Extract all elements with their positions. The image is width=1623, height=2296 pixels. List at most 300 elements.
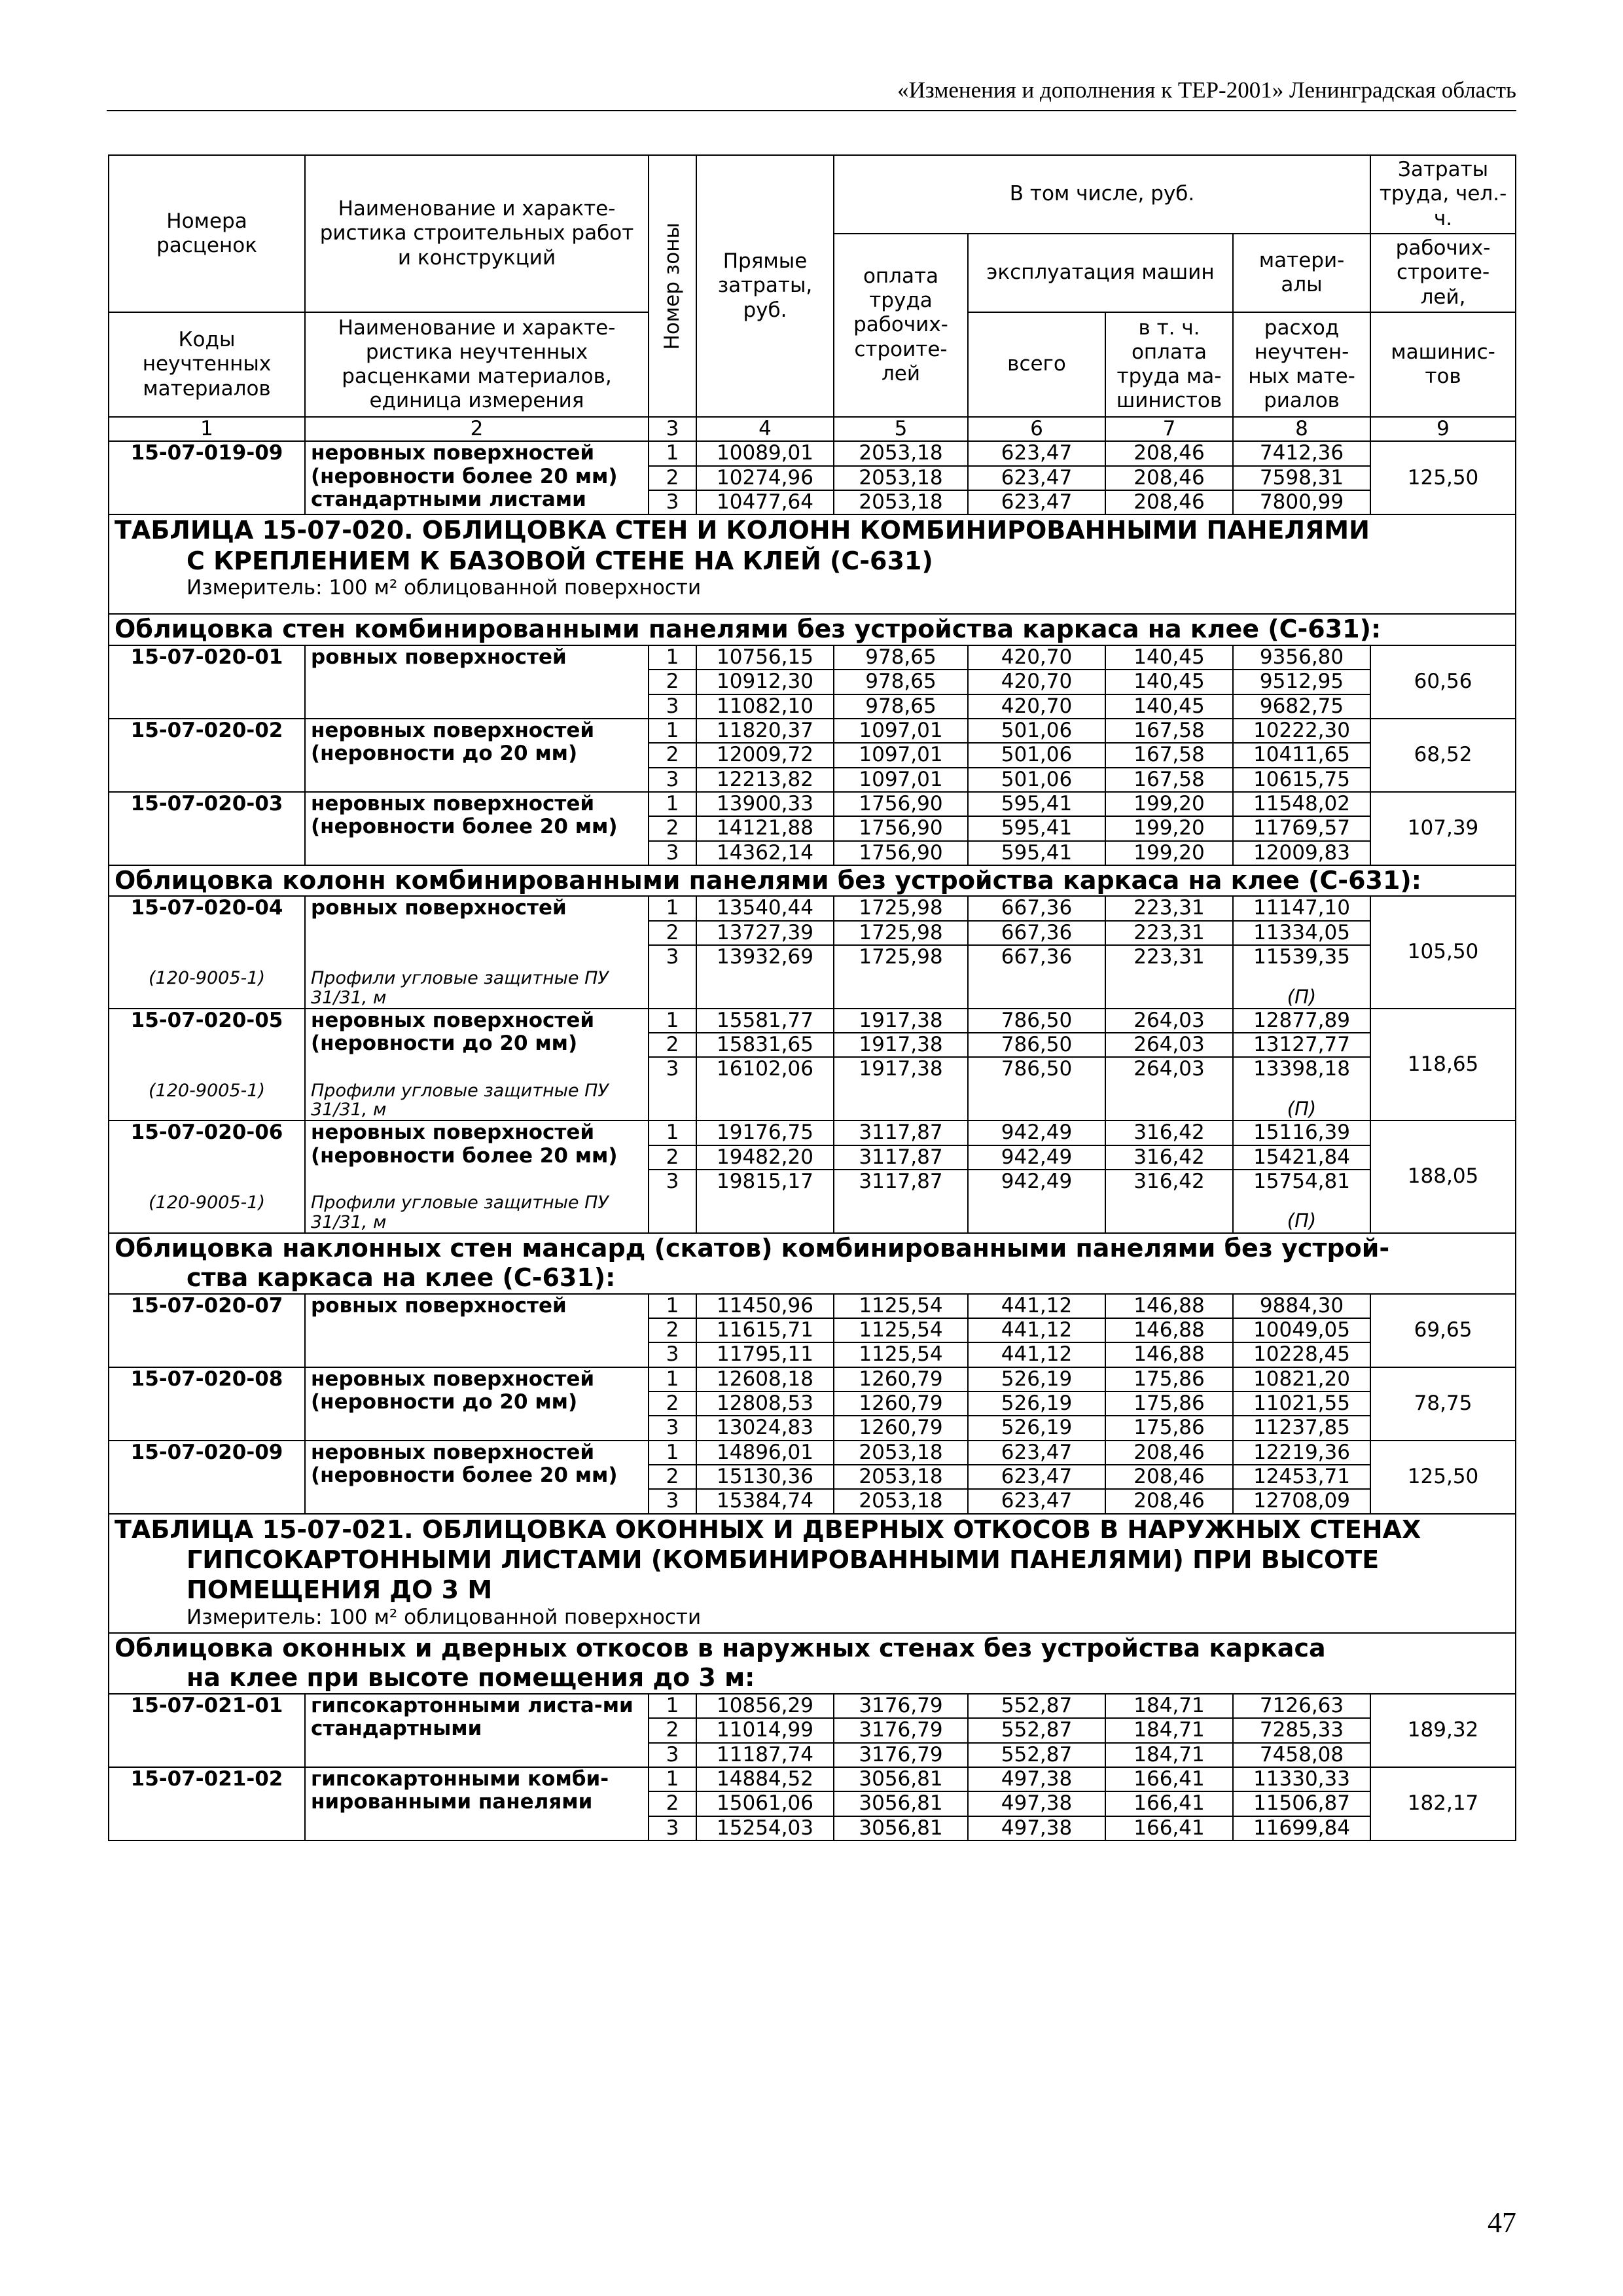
zone-cell: 3	[649, 1743, 696, 1767]
table-row	[109, 1121, 1516, 1145]
machinist-wage: 184,71	[1105, 1694, 1233, 1718]
direct-cost: 13024,83	[696, 1416, 834, 1440]
zone-cell: 2	[649, 921, 696, 945]
rate-code: 15-07-020-02	[109, 719, 305, 792]
materials-cost: 9884,30	[1233, 1294, 1370, 1318]
zone-cell: 3	[649, 1816, 696, 1840]
zone-cell: 1	[649, 1767, 696, 1791]
zone-cell: 1	[649, 1121, 696, 1145]
machine-cost: 526,19	[968, 1367, 1105, 1391]
col-number: 6	[968, 417, 1105, 441]
group-columns-body	[109, 896, 1516, 1232]
machine-cost: 623,47	[968, 441, 1105, 465]
materials-cost: 15421,84	[1233, 1145, 1370, 1170]
machine-cost: 667,36	[968, 945, 1105, 969]
materials-cost: 10615,75	[1233, 768, 1370, 792]
wage-cost: 1097,01	[834, 743, 968, 767]
materials-cost: 7598,31	[1233, 466, 1370, 490]
wage-cost: 3117,87	[834, 1170, 968, 1193]
material-code: (120-9005-1)	[109, 1193, 305, 1232]
materials-cost: 7458,08	[1233, 1743, 1370, 1767]
zone-cell: 3	[649, 768, 696, 792]
machine-cost: 942,49	[968, 1121, 1105, 1145]
wage-cost: 1125,54	[834, 1294, 968, 1318]
zone-cell: 2	[649, 1033, 696, 1057]
machinist-wage: 167,58	[1105, 719, 1233, 743]
machinist-wage: 316,42	[1105, 1170, 1233, 1193]
table-row	[109, 441, 1516, 465]
direct-cost: 10912,30	[696, 670, 834, 694]
materials-cost: 11539,35	[1233, 945, 1370, 969]
direct-cost: 10089,01	[696, 441, 834, 465]
machine-cost: 667,36	[968, 921, 1105, 945]
materials-cost: 7285,33	[1233, 1718, 1370, 1742]
direct-cost: 19482,20	[696, 1145, 834, 1170]
materials-cost: 12009,83	[1233, 841, 1370, 865]
zone-cell: 1	[649, 1441, 696, 1465]
machinist-wage: 316,42	[1105, 1121, 1233, 1145]
direct-cost: 10756,15	[696, 645, 834, 670]
col-labor-header: Затраты труда, чел.-ч.	[1370, 155, 1516, 234]
labor-cost: 125,50	[1370, 1441, 1516, 1514]
direct-cost: 13540,44	[696, 896, 834, 920]
wage-cost: 2053,18	[834, 1489, 968, 1513]
direct-cost: 13932,69	[696, 945, 834, 969]
zone-cell: 2	[649, 670, 696, 694]
labor-cost: 189,32	[1370, 1694, 1516, 1767]
table-row	[109, 1694, 1516, 1718]
direct-cost: 11795,11	[696, 1342, 834, 1367]
col-mach-wage-header: в т. ч. оплата труда ма-шинистов	[1105, 312, 1233, 417]
col-number: 8	[1233, 417, 1370, 441]
group-slopes-body	[109, 1694, 1516, 1840]
zone-cell: 2	[649, 743, 696, 767]
empty-cell	[968, 1081, 1105, 1121]
labor-cost: 182,17	[1370, 1767, 1516, 1840]
machinist-wage: 223,31	[1105, 921, 1233, 945]
col-zone-header	[649, 155, 696, 417]
direct-cost: 16102,06	[696, 1057, 834, 1081]
wage-cost: 3176,79	[834, 1694, 968, 1718]
material-name: Профили угловые защитные ПУ 31/31, м	[305, 1193, 649, 1232]
rate-code: 15-07-021-02	[109, 1767, 305, 1840]
direct-cost: 15061,06	[696, 1791, 834, 1816]
empty-cell	[696, 969, 834, 1008]
machinist-wage: 199,20	[1105, 792, 1233, 816]
machine-cost: 942,49	[968, 1170, 1105, 1193]
zone-cell: 2	[649, 1145, 696, 1170]
wage-cost: 1725,98	[834, 945, 968, 969]
direct-cost: 10477,64	[696, 490, 834, 514]
wage-cost: 1260,79	[834, 1367, 968, 1391]
zone-cell: 2	[649, 1318, 696, 1342]
materials-cost: 13398,18	[1233, 1057, 1370, 1081]
zone-cell: 3	[649, 1170, 696, 1193]
material-row	[109, 1081, 1516, 1121]
rate-name: неровных поверхностей (неровности более 20 мм)	[305, 792, 649, 865]
materials-cost: 12708,09	[1233, 1489, 1370, 1513]
empty-cell	[696, 1081, 834, 1121]
rate-name: гипсокартонными комби-нированными панелями	[305, 1767, 649, 1840]
wage-cost: 1917,38	[834, 1033, 968, 1057]
materials-cost: 12453,71	[1233, 1465, 1370, 1489]
direct-cost: 11082,10	[696, 694, 834, 719]
machinist-wage: 166,41	[1105, 1767, 1233, 1791]
machinist-wage: 175,86	[1105, 1391, 1233, 1416]
rate-code: 15-07-020-04	[109, 896, 305, 969]
material-row	[109, 969, 1516, 1008]
machinist-wage: 146,88	[1105, 1318, 1233, 1342]
group-title-text: Облицовка наклонных стен мансард (скатов) комбинированными панелями без устрой-	[115, 1233, 1390, 1263]
empty-cell	[834, 1193, 968, 1232]
group-title-text-cont: на клее при высоте помещения до 3 м:	[187, 1663, 755, 1693]
zone-cell: 1	[649, 719, 696, 743]
rate-name: ровных поверхностей	[305, 896, 649, 969]
group-title-text: Облицовка колонн комбинированными панелями без устройства каркаса на клее (С-631):	[109, 865, 1516, 897]
machinist-wage: 146,88	[1105, 1342, 1233, 1367]
table-row	[109, 1767, 1516, 1791]
machinist-wage: 184,71	[1105, 1743, 1233, 1767]
empty-cell	[696, 1193, 834, 1232]
rate-name: неровных поверхностей (неровности более 20 мм)	[305, 1121, 649, 1193]
section-021-heading	[109, 1514, 1516, 1694]
group-title-text: Облицовка оконных и дверных откосов в наружных стенах без устройства каркаса	[115, 1633, 1326, 1662]
wage-cost: 978,65	[834, 645, 968, 670]
rate-code: 15-07-020-08	[109, 1367, 305, 1441]
empty-cell	[968, 1193, 1105, 1232]
zone-cell: 3	[649, 841, 696, 865]
group-walls-body	[109, 645, 1516, 865]
page-number: 47	[1488, 2206, 1516, 2238]
wage-cost: 2053,18	[834, 490, 968, 514]
machine-cost: 420,70	[968, 670, 1105, 694]
materials-cost: 10821,20	[1233, 1367, 1370, 1391]
rate-name: неровных поверхностей (неровности более 20 мм)	[305, 1441, 649, 1514]
machinist-wage: 146,88	[1105, 1294, 1233, 1318]
machine-cost: 623,47	[968, 1441, 1105, 1465]
empty-cell	[834, 1081, 968, 1121]
materials-cost: 7800,99	[1233, 490, 1370, 514]
empty-cell	[649, 969, 696, 1008]
col-mat-name-header: Наименование и характе-ристика неучтенных расценками материалов, единица измерения	[305, 312, 649, 417]
direct-cost: 12009,72	[696, 743, 834, 767]
direct-cost: 12608,18	[696, 1367, 834, 1391]
table-body	[109, 441, 1516, 645]
wage-cost: 2053,18	[834, 466, 968, 490]
wage-cost: 2053,18	[834, 441, 968, 465]
col-number: 1	[109, 417, 305, 441]
zone-cell: 3	[649, 1057, 696, 1081]
col-number: 4	[696, 417, 834, 441]
wage-cost: 3056,81	[834, 1791, 968, 1816]
machinist-wage: 223,31	[1105, 896, 1233, 920]
col-number: 3	[649, 417, 696, 441]
machine-cost: 623,47	[968, 1489, 1105, 1513]
machine-cost: 595,41	[968, 792, 1105, 816]
machine-cost: 595,41	[968, 841, 1105, 865]
material-name: Профили угловые защитные ПУ 31/31, м	[305, 1081, 649, 1121]
wage-cost: 3117,87	[834, 1121, 968, 1145]
empty-cell	[1105, 969, 1233, 1008]
direct-cost: 14884,52	[696, 1767, 834, 1791]
materials-cost: 9356,80	[1233, 645, 1370, 670]
rate-name: гипсокартонными листа-ми стандартными	[305, 1694, 649, 1767]
zone-cell: 2	[649, 1465, 696, 1489]
col-number: 7	[1105, 417, 1233, 441]
zone-cell: 1	[649, 792, 696, 816]
machine-cost: 623,47	[968, 466, 1105, 490]
machinist-wage: 184,71	[1105, 1718, 1233, 1742]
labor-cost: 188,05	[1370, 1121, 1516, 1232]
table-title: ТАБЛИЦА 15-07-020. ОБЛИЦОВКА СТЕН И КОЛОНН КОМБИНИРОВАННЫМИ ПАНЕЛЯМИ	[115, 516, 1370, 545]
materials-cost: 13127,77	[1233, 1033, 1370, 1057]
machinist-wage: 208,46	[1105, 1465, 1233, 1489]
direct-cost: 13900,33	[696, 792, 834, 816]
col-name-header: Наименование и характе-ристика строительных работ и конструкций	[305, 155, 649, 312]
machinist-wage: 166,41	[1105, 1791, 1233, 1816]
rate-code: 15-07-020-09	[109, 1441, 305, 1514]
material-code: (120-9005-1)	[109, 1081, 305, 1121]
wage-cost: 978,65	[834, 670, 968, 694]
group-title	[109, 865, 1516, 897]
machine-cost: 501,06	[968, 719, 1105, 743]
machine-cost: 526,19	[968, 1391, 1105, 1416]
col-wage-header: оплата труда рабочих-строите-лей	[834, 234, 968, 417]
machine-cost: 623,47	[968, 490, 1105, 514]
machinist-wage: 264,03	[1105, 1033, 1233, 1057]
machinist-wage: 140,45	[1105, 670, 1233, 694]
rate-name: ровных поверхностей	[305, 645, 649, 719]
table-meter: Измеритель: 100 м² облицованной поверхности	[187, 576, 702, 600]
materials-cost: 11330,33	[1233, 1767, 1370, 1791]
col-machines-header: эксплуатация машин	[968, 234, 1233, 312]
direct-cost: 11187,74	[696, 1743, 834, 1767]
direct-cost: 19176,75	[696, 1121, 834, 1145]
machine-cost: 441,12	[968, 1294, 1105, 1318]
table-title: ТАБЛИЦА 15-07-021. ОБЛИЦОВКА ОКОННЫХ И ДВЕРНЫХ ОТКОСОВ В НАРУЖНЫХ СТЕНАХ	[115, 1515, 1421, 1544]
table-row	[109, 792, 1516, 816]
zone-cell: 3	[649, 490, 696, 514]
direct-cost: 15254,03	[696, 1816, 834, 1840]
col-codes-header: Номера расценок	[109, 155, 305, 312]
wage-cost: 1097,01	[834, 768, 968, 792]
wage-cost: 3117,87	[834, 1145, 968, 1170]
zone-cell: 2	[649, 816, 696, 840]
empty-cell	[834, 969, 968, 1008]
col-number: 2	[305, 417, 649, 441]
group-columns-heading	[109, 865, 1516, 897]
machinist-wage: 140,45	[1105, 694, 1233, 719]
wage-cost: 1125,54	[834, 1318, 968, 1342]
rate-code: 15-07-020-03	[109, 792, 305, 865]
machine-cost: 441,12	[968, 1318, 1105, 1342]
machinist-wage: 175,86	[1105, 1416, 1233, 1440]
materials-cost: 11147,10	[1233, 896, 1370, 920]
machine-cost: 667,36	[968, 896, 1105, 920]
materials-cost: 11334,05	[1233, 921, 1370, 945]
machinist-wage: 264,03	[1105, 1057, 1233, 1081]
zone-cell: 3	[649, 945, 696, 969]
machinist-wage: 316,42	[1105, 1145, 1233, 1170]
labor-cost: 107,39	[1370, 792, 1516, 865]
zone-cell: 1	[649, 441, 696, 465]
machine-cost: 420,70	[968, 694, 1105, 719]
labor-cost: 69,65	[1370, 1294, 1516, 1367]
machine-cost: 420,70	[968, 645, 1105, 670]
zone-cell: 2	[649, 1718, 696, 1742]
machinist-wage: 223,31	[1105, 945, 1233, 969]
machinist-wage: 264,03	[1105, 1009, 1233, 1033]
rate-code: 15-07-021-01	[109, 1694, 305, 1767]
direct-cost: 15581,77	[696, 1009, 834, 1033]
direct-cost: 19815,17	[696, 1170, 834, 1193]
table-title-cont: ГИПСОКАРТОННЫМИ ЛИСТАМИ (КОМБИНИРОВАННЫМИ ПАНЕЛЯМИ) ПРИ ВЫСОТЕ	[187, 1545, 1380, 1575]
col-number: 9	[1370, 417, 1516, 441]
machinist-wage: 208,46	[1105, 490, 1233, 514]
table-row	[109, 1294, 1516, 1318]
materials-cost: 11506,87	[1233, 1791, 1370, 1816]
col-mach-total-header: всего	[968, 312, 1105, 417]
rate-name: неровных поверхностей (неровности до 20 мм)	[305, 1009, 649, 1081]
col-incl-header: В том числе, руб.	[834, 155, 1370, 234]
empty-cell	[649, 1193, 696, 1232]
rate-code: 15-07-019-09	[109, 441, 305, 514]
machine-cost: 441,12	[968, 1342, 1105, 1367]
labor-cost: 125,50	[1370, 441, 1516, 514]
empty-cell	[968, 969, 1105, 1008]
machinist-wage: 167,58	[1105, 743, 1233, 767]
machine-cost: 501,06	[968, 768, 1105, 792]
materials-cost: 9682,75	[1233, 694, 1370, 719]
group-title	[109, 1633, 1516, 1694]
labor-cost: 60,56	[1370, 645, 1516, 719]
zone-cell: 1	[649, 1367, 696, 1391]
machinist-wage: 208,46	[1105, 1489, 1233, 1513]
wage-cost: 2053,18	[834, 1465, 968, 1489]
materials-cost: 10411,65	[1233, 743, 1370, 767]
group-title-text-cont: ства каркаса на клее (С-631):	[187, 1263, 616, 1293]
wage-cost: 1260,79	[834, 1391, 968, 1416]
rate-name: неровных поверхностей (неровности более 20 мм) стандартными листами	[305, 441, 649, 514]
direct-cost: 12213,82	[696, 768, 834, 792]
labor-cost: 118,65	[1370, 1009, 1516, 1121]
group-title	[109, 1233, 1516, 1294]
zone-cell: 3	[649, 1416, 696, 1440]
material-code: (120-9005-1)	[109, 969, 305, 1008]
machine-cost: 552,87	[968, 1718, 1105, 1742]
rate-code: 15-07-020-05	[109, 1009, 305, 1081]
wage-cost: 1125,54	[834, 1342, 968, 1367]
col-labor-workers-header: рабочих-строите-лей,	[1370, 234, 1516, 312]
col-materials-header: матери-алы	[1233, 234, 1370, 312]
zone-cell: 1	[649, 645, 696, 670]
zone-cell: 1	[649, 1694, 696, 1718]
zone-cell: 1	[649, 1294, 696, 1318]
group-title-text: Облицовка стен комбинированными панелями без устройства каркаса на клее (С-631):	[109, 614, 1516, 645]
rate-name: неровных поверхностей (неровности до 20 мм)	[305, 719, 649, 792]
wage-cost: 1725,98	[834, 921, 968, 945]
rate-code: 15-07-020-06	[109, 1121, 305, 1193]
direct-cost: 14121,88	[696, 816, 834, 840]
wage-cost: 3056,81	[834, 1767, 968, 1791]
table-row	[109, 1009, 1516, 1033]
machinist-wage: 208,46	[1105, 466, 1233, 490]
table-row	[109, 719, 1516, 743]
machine-cost: 497,38	[968, 1791, 1105, 1816]
zone-cell: 2	[649, 1791, 696, 1816]
page-header: «Изменения и дополнения к ТЕР-2001» Ленинградская область	[107, 77, 1516, 111]
materials-cost: 10228,45	[1233, 1342, 1370, 1367]
section-title-021	[109, 1514, 1516, 1633]
direct-cost: 10856,29	[696, 1694, 834, 1718]
wage-cost: 1756,90	[834, 816, 968, 840]
direct-cost: 11450,96	[696, 1294, 834, 1318]
zone-cell: 2	[649, 1391, 696, 1416]
wage-cost: 1756,90	[834, 792, 968, 816]
materials-cost: 7126,63	[1233, 1694, 1370, 1718]
machinist-wage: 140,45	[1105, 645, 1233, 670]
group-title	[109, 614, 1516, 645]
wage-cost: 1097,01	[834, 719, 968, 743]
zone-cell: 2	[649, 466, 696, 490]
machinist-wage: 208,46	[1105, 441, 1233, 465]
table-row	[109, 645, 1516, 670]
machinist-wage: 199,20	[1105, 816, 1233, 840]
zone-cell: 1	[649, 896, 696, 920]
machine-cost: 501,06	[968, 743, 1105, 767]
machinist-wage: 208,46	[1105, 1441, 1233, 1465]
machinist-wage: 199,20	[1105, 841, 1233, 865]
wage-cost: 3176,79	[834, 1743, 968, 1767]
table-title-cont: ПОМЕЩЕНИЯ ДО 3 М	[187, 1575, 493, 1605]
labor-cost: 68,52	[1370, 719, 1516, 792]
materials-cost: 15116,39	[1233, 1121, 1370, 1145]
machine-cost: 786,50	[968, 1009, 1105, 1033]
machine-cost: 942,49	[968, 1145, 1105, 1170]
materials-cost: 10222,30	[1233, 719, 1370, 743]
materials-cost: 11237,85	[1233, 1416, 1370, 1440]
rate-name: ровных поверхностей	[305, 1294, 649, 1367]
material-consumption: (П)	[1233, 1193, 1370, 1232]
machinist-wage: 166,41	[1105, 1816, 1233, 1840]
labor-cost: 105,50	[1370, 896, 1516, 1008]
direct-cost: 15384,74	[696, 1489, 834, 1513]
direct-cost: 10274,96	[696, 466, 834, 490]
col-mat-consumption-header: расход неучтен-ных мате-риалов	[1233, 312, 1370, 417]
direct-cost: 15831,65	[696, 1033, 834, 1057]
wage-cost: 2053,18	[834, 1441, 968, 1465]
material-row	[109, 1193, 1516, 1232]
materials-cost: 11548,02	[1233, 792, 1370, 816]
materials-cost: 12219,36	[1233, 1441, 1370, 1465]
materials-cost: 11699,84	[1233, 1816, 1370, 1840]
materials-cost: 15754,81	[1233, 1170, 1370, 1193]
rate-name: неровных поверхностей (неровности до 20 мм)	[305, 1367, 649, 1441]
zone-cell: 3	[649, 1489, 696, 1513]
direct-cost: 11820,37	[696, 719, 834, 743]
material-name: Профили угловые защитные ПУ 31/31, м	[305, 969, 649, 1008]
empty-cell	[1105, 1081, 1233, 1121]
machine-cost: 552,87	[968, 1743, 1105, 1767]
labor-cost: 78,75	[1370, 1367, 1516, 1441]
machine-cost: 552,87	[968, 1694, 1105, 1718]
table-title-cont: С КРЕПЛЕНИЕМ К БАЗОВОЙ СТЕНЕ НА КЛЕЙ (С-631)	[187, 546, 933, 575]
direct-cost: 14896,01	[696, 1441, 834, 1465]
rate-code: 15-07-020-07	[109, 1294, 305, 1367]
materials-cost: 11021,55	[1233, 1391, 1370, 1416]
rate-code: 15-07-020-01	[109, 645, 305, 719]
table-header	[109, 155, 1516, 441]
